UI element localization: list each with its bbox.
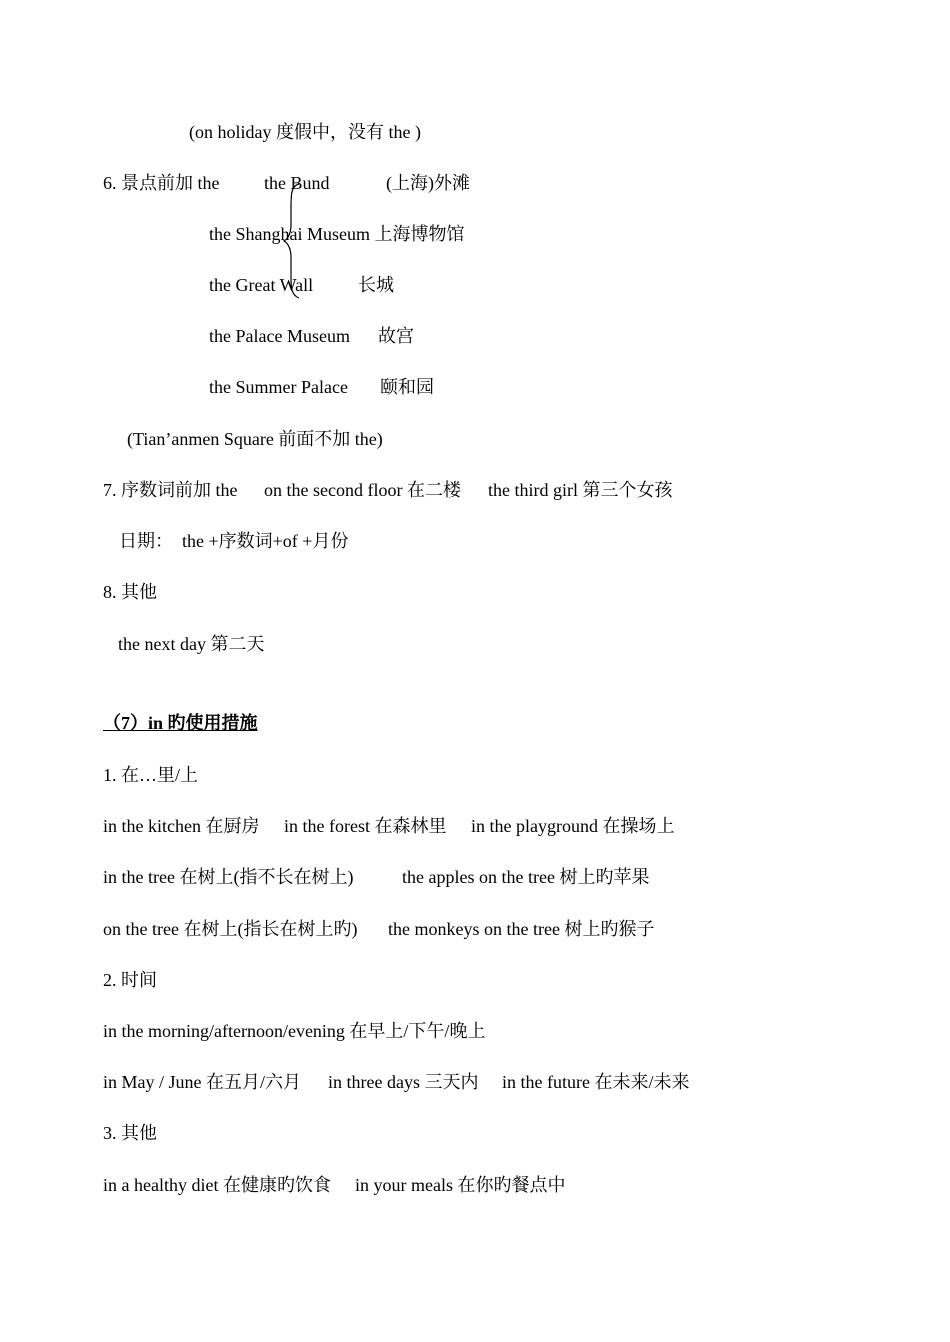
translation-summer-palace: 颐和园 bbox=[380, 377, 434, 397]
example-in-the-tree: in the tree 在树上(指不长在树上) bbox=[103, 867, 354, 887]
example-summer-palace: the Summer Palace bbox=[209, 377, 348, 397]
example-in-the-morning: in the morning/afternoon/evening 在早上/下午/晚上 bbox=[103, 1021, 486, 1041]
translation-great-wall: 长城 bbox=[358, 275, 394, 295]
note-tiananmen: (Tian’anmen Square 前面不加 the) bbox=[127, 429, 383, 449]
section-heading-in-usage: （7）in 旳使用措施 bbox=[103, 713, 258, 733]
example-next-day: the next day 第二天 bbox=[118, 634, 265, 654]
item-6-heading: 6. 景点前加 the bbox=[103, 173, 220, 193]
example-healthy-diet: in a healthy diet 在健康旳饮食 bbox=[103, 1175, 331, 1195]
example-in-forest: in the forest 在森林里 bbox=[284, 816, 447, 836]
translation-bund: (上海)外滩 bbox=[386, 173, 470, 193]
example-on-the-tree: on the tree 在树上(指长在树上旳) bbox=[103, 919, 358, 939]
example-in-three-days: in three days 三天内 bbox=[328, 1072, 479, 1092]
example-palace-museum: the Palace Museum bbox=[209, 326, 350, 346]
item-7-heading: 7. 序数词前加 the bbox=[103, 480, 238, 500]
example-great-wall: the Great Wall bbox=[209, 275, 314, 295]
in-item-2-heading: 2. 时间 bbox=[103, 970, 157, 990]
example-monkeys-on-tree: the monkeys on the tree 树上旳猴子 bbox=[388, 919, 655, 939]
note-date-format: 日期： the +序数词+of +月份 bbox=[119, 531, 349, 551]
example-third-girl: the third girl 第三个女孩 bbox=[488, 480, 673, 500]
item-8-heading: 8. 其他 bbox=[103, 582, 157, 602]
example-in-the-future: in the future 在未来/未来 bbox=[502, 1072, 690, 1092]
example-shanghai-museum: the Shanghai Museum 上海博物馆 bbox=[209, 224, 465, 244]
translation-palace-museum: 故宫 bbox=[378, 326, 414, 346]
example-apples-on-tree: the apples on the tree 树上旳苹果 bbox=[402, 867, 650, 887]
example-second-floor: on the second floor 在二楼 bbox=[264, 480, 461, 500]
example-your-meals: in your meals 在你旳餐点中 bbox=[355, 1175, 566, 1195]
in-item-1-heading: 1. 在…里/上 bbox=[103, 765, 199, 785]
example-in-playground: in the playground 在操场上 bbox=[471, 816, 675, 836]
example-the-bund: the Bund bbox=[264, 173, 330, 193]
example-in-may-june: in May / June 在五月/六月 bbox=[103, 1072, 301, 1092]
in-item-3-heading: 3. 其他 bbox=[103, 1123, 157, 1143]
note-on-holiday: (on holiday 度假中，没有 the ) bbox=[189, 122, 421, 142]
example-in-kitchen: in the kitchen 在厨房 bbox=[103, 816, 260, 836]
